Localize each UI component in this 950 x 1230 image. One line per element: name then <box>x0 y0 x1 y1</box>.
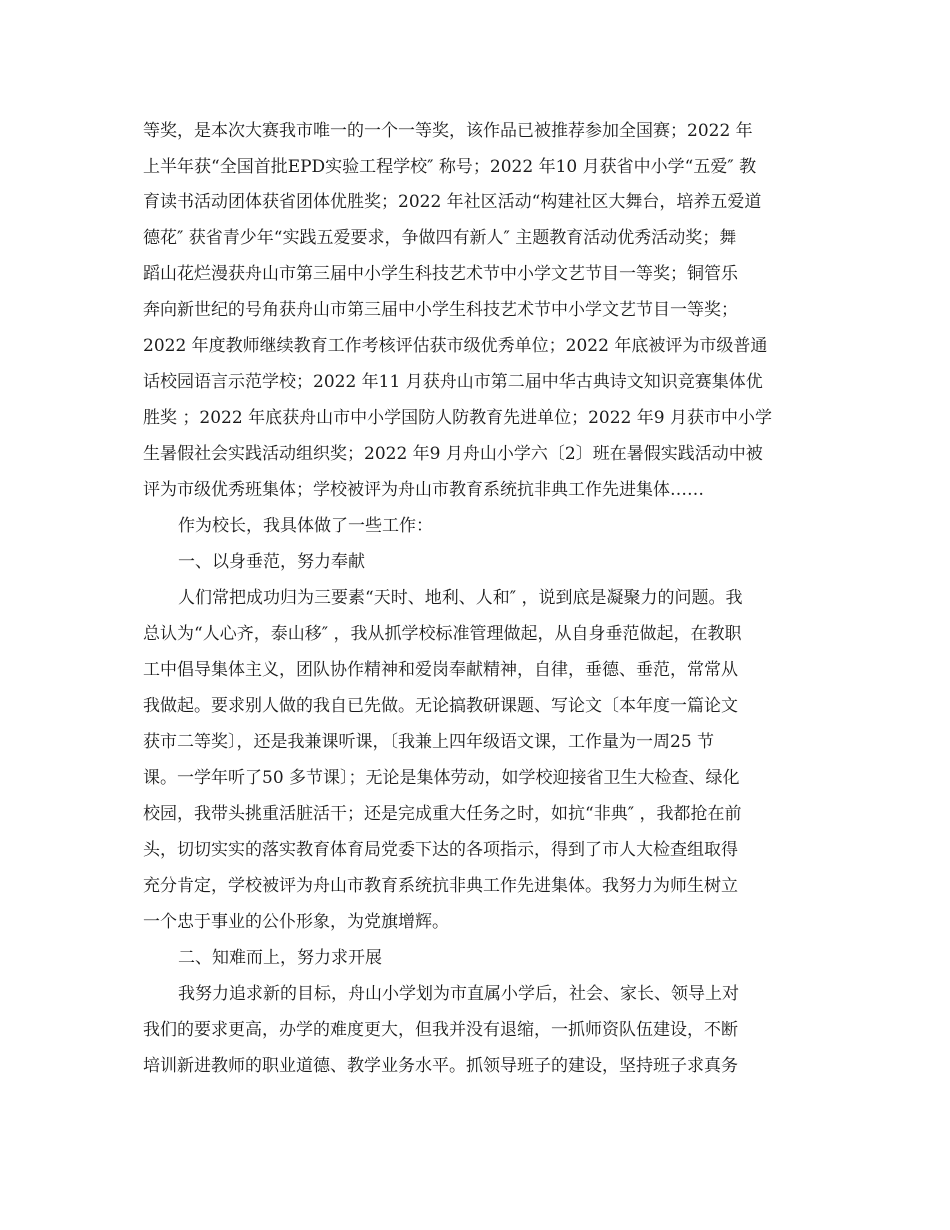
paragraph-line: 胜奖 ；2022 年底获舟山市中小学国防人防教育先进单位；2022 年9 月获市中小学 <box>143 408 772 428</box>
paragraph-line: 作为校长，我具体做了一些工作： <box>178 516 433 536</box>
paragraph-line: 蹈山花烂漫获舟山市第三届中小学生科技艺术节中小学文艺节目一等奖；铜管乐 <box>143 264 738 284</box>
section-heading: 一、以身垂范，努力奉献 <box>178 552 365 572</box>
paragraph-line: 我做起。要求别人做的我自已先做。无论搞教研课题、写论文〔本年度一篇论文 <box>143 696 738 716</box>
paragraph-line: 奔向新世纪的号角获舟山市第三届中小学生科技艺术节中小学文艺节目一等奖； <box>143 300 738 320</box>
paragraph-line: 我努力追求新的目标，舟山小学划为市直属小学后，社会、家长、领导上对 <box>178 984 739 1004</box>
paragraph-line: 总认为“人心齐，泰山移″ ，我从抓学校标准管理做起，从自身垂范做起，在教职 <box>143 624 742 644</box>
paragraph-line: 工中倡导集体主义，团队协作精神和爱岗奉献精神，自律，垂德、垂范，常常从 <box>143 660 738 680</box>
paragraph-line: 获市二等奖〕，还是我兼课听课，〔我兼上四年级语文课，工作量为一周25 节 <box>143 732 715 752</box>
paragraph-line: 人们常把成功归为三要素“天时、地利、人和″ ，说到底是凝聚力的问题。我 <box>178 588 743 608</box>
paragraph-line: 头，切切实实的落实教育体育局党委下达的各项指示，得到了市人大检查组取得 <box>143 840 738 860</box>
paragraph-line: 育读书活动团体获省团体优胜奖；2022 年社区活动“构建社区大舞台，培养五爱道 <box>143 192 762 212</box>
paragraph-line: 等奖，是本次大赛我市唯一的一个一等奖，该作品已被推荐参加全国赛；2022 年 <box>143 121 753 141</box>
paragraph-line: 评为市级优秀班集体；学校被评为舟山市教育系统抗非典工作先进集体…… <box>143 480 704 500</box>
paragraph-line: 校园，我带头挑重活脏活干；还是完成重大任务之时，如抗“非典″ ，我都抢在前 <box>143 804 742 824</box>
paragraph-line: 话校园语言示范学校；2022 年11 月获舟山市第二届中华古典诗文知识竞赛集体优 <box>143 372 763 392</box>
paragraph-line: 课。一学年听了50 多节课〕；无论是集体劳动，如学校迎接省卫生大检查、绿化 <box>143 768 740 788</box>
section-heading: 二、知难而上，努力求开展 <box>178 948 382 968</box>
paragraph-line: 德花″ 获省青少年“实践五爱要求，争做四有新人″ 主题教育活动优秀活动奖；舞 <box>143 228 737 248</box>
paragraph-line: 充分肯定，学校被评为舟山市教育系统抗非典工作先进集体。我努力为师生树立 <box>143 876 738 896</box>
paragraph-line: 生暑假社会实践活动组织奖；2022 年9 月舟山小学六〔2〕班在暑假实践活动中被 <box>143 444 763 464</box>
paragraph-line: 一个忠于事业的公仆形象，为党旗增辉。 <box>143 912 449 932</box>
paragraph-line: 培训新进教师的职业道德、教学业务水平。抓领导班子的建设，坚持班子求真务 <box>143 1056 738 1076</box>
paragraph-line: 上半年获“全国首批EPD实验工程学校″ 称号；2022 年10 月获省中小学“五爱″ 教 <box>143 157 757 177</box>
paragraph-line: 我们的要求更高，办学的难度更大，但我并没有退缩，一抓师资队伍建设，不断 <box>143 1020 738 1040</box>
paragraph-line: 2022 年度教师继续教育工作考核评估获市级优秀单位；2022 年底被评为市级普通 <box>143 336 768 356</box>
